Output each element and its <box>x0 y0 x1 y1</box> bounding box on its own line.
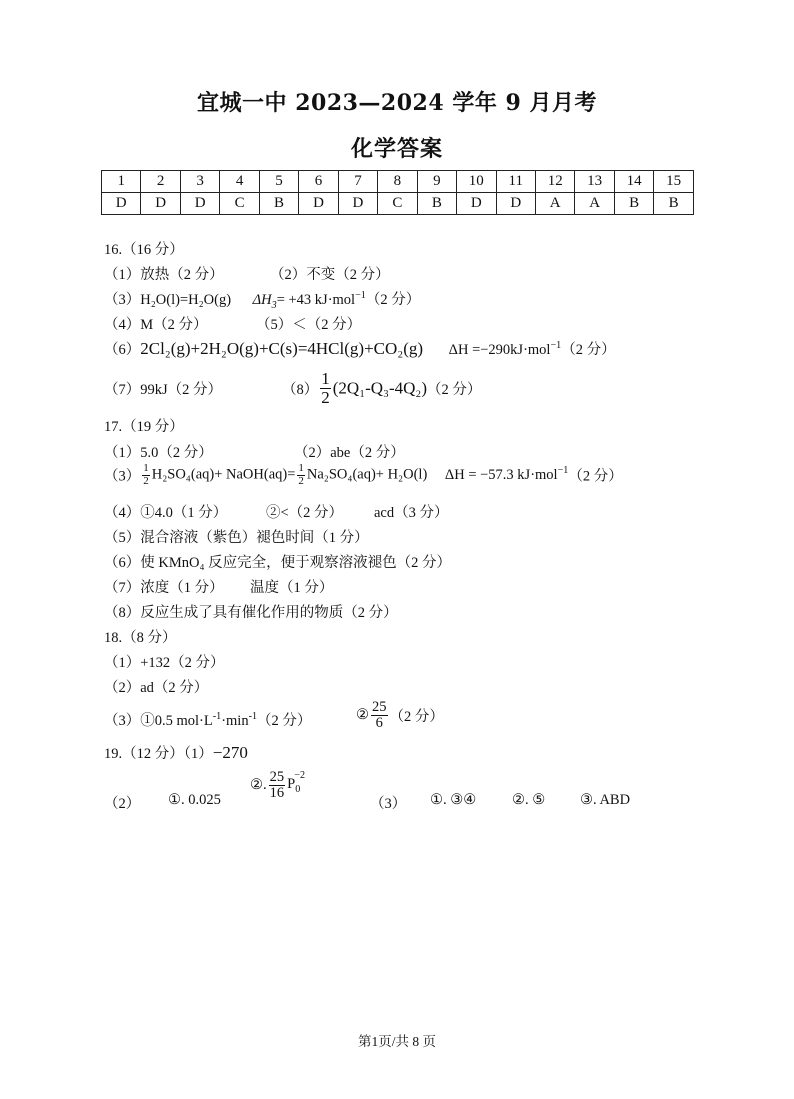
q17-part-3-enthalpy: ΔH = −57.3 kJ·mol$^{-1}$ <box>444 465 569 484</box>
answer-cell: B <box>417 193 456 215</box>
answer-cell: C <box>220 193 259 215</box>
question-number-cell: 15 <box>654 171 694 193</box>
question-number-cell: 13 <box>575 171 614 193</box>
q19-part-2b: ②. $\frac{25}{16}$ $P_0^{-2}$ <box>250 769 306 802</box>
q19-part-3b: ②. ⑤ <box>512 792 546 808</box>
q17-part-4b: ②<（2 分） <box>266 505 344 521</box>
q16-part-3-equation: H₂O(l)=H₂O(g) <box>140 292 232 308</box>
q17-part-1: （1）5.0（2 分） <box>104 445 213 461</box>
answer-cell: D <box>141 193 180 215</box>
q17-part-4a: （4）①4.0（1 分） <box>104 505 228 521</box>
question-number-cell: 7 <box>338 171 377 193</box>
question-number-cell: 8 <box>378 171 417 193</box>
q17-part-6: （6）使 KMnO₄ 反应完全，便于观察溶液褪色（2 分） <box>104 555 452 571</box>
q19-line-1 <box>104 742 248 763</box>
q19-part-3-label: （3） <box>370 796 407 812</box>
q18-part-3b-fraction: $\frac{25}{6}$ <box>372 699 387 732</box>
answer-table-answer-row <box>102 193 694 215</box>
q18-part-3b: ② $\frac{25}{6}$ （2 分） <box>356 699 444 732</box>
question-number-cell: 11 <box>496 171 535 193</box>
answer-cell: D <box>102 193 141 215</box>
q17-part-3-fraction-1: $\frac{1}{2}$ <box>143 462 149 487</box>
q19-header: 19.（12 分）（1） <box>104 746 213 762</box>
q18-header: 18.（8 分） <box>104 630 177 646</box>
q17-part-3-score: （2 分） <box>568 468 623 485</box>
page-footer: 第1页/共 8 页 <box>357 1034 436 1049</box>
q16-part-6-enthalpy: ΔH =−290kJ·mol$^{-1}$ <box>448 340 562 358</box>
q19-part-3a: ①. ③④ <box>430 792 477 808</box>
question-number-cell: 2 <box>141 171 180 193</box>
q18-part-2: （2）ad（2 分） <box>104 680 209 696</box>
answer-table <box>101 170 694 215</box>
q16-part-6-label: （6） <box>104 342 141 358</box>
q16-part-4: （4）M（2 分） <box>104 317 208 333</box>
question-number-cell: 10 <box>457 171 496 193</box>
q17-part-3-fraction-2: $\frac{1}{2}$ <box>298 462 304 487</box>
q16-part-3-enthalpy: $\Delta H_3= +43$ kJ·mol$^{-1}$ <box>252 290 366 311</box>
question-number-cell: 4 <box>220 171 259 193</box>
answer-cell: A <box>575 193 614 215</box>
q19-part-1-value: −270 <box>212 743 248 762</box>
q19-part-2a: ①. 0.025 <box>168 792 221 808</box>
q16-part-2: （2）不变（2 分） <box>270 267 390 283</box>
q17-part-5: （5）混合溶液（紫色）褪色时间（1 分） <box>104 530 369 546</box>
q18-part-1: （1）+132（2 分） <box>104 655 225 671</box>
q16-line-3 <box>104 288 420 311</box>
page-title: 宜城一中 2023—2024 学年 9 月月考 <box>197 90 597 116</box>
answer-cell: C <box>378 193 417 215</box>
answer-cell: D <box>299 193 338 215</box>
q17-part-4c: acd（3 分） <box>374 505 449 521</box>
q16-part-8-fraction: $\frac{1}{2}$ <box>321 369 330 407</box>
q17-line-3: （3） $\frac{1}{2}$ H₂SO₄(aq)+ NaOH(aq)= $\frac{1}{2}$ Na₂SO₄(aq)+ H₂O(l) ΔH = −57.3 kJ·mol$^{-1}$（2 分） <box>104 462 623 487</box>
q16-part-3-score: （2 分） <box>365 292 421 308</box>
q17-part-8: （8）反应生成了具有催化作用的物质（2 分） <box>104 605 398 621</box>
answer-cell: B <box>614 193 653 215</box>
q17-header: 17.（19 分） <box>104 419 184 435</box>
question-number-cell: 5 <box>259 171 298 193</box>
page-subtitle: 化学答案 <box>350 136 443 162</box>
q16-header: 16.（16 分） <box>104 242 184 258</box>
q17-part-7a: （7）浓度（1 分） <box>104 580 224 596</box>
question-number-cell: 3 <box>180 171 219 193</box>
q18-part-3a: （3）①0.5 $mol\cdot L^{-1}\cdot\min^{-1}(2$ 分） <box>104 711 312 729</box>
q19-part-2b-fraction: $\frac{25}{16}$ <box>269 769 285 802</box>
q17-part-2: （2）abe（2 分） <box>294 445 405 461</box>
answer-cell: D <box>338 193 377 215</box>
q16-part-6-equation: 2Cl₂(g)+2H₂O(g)+C(s)=4HCl(g)+CO₂(g) <box>140 339 424 358</box>
answer-cell: B <box>654 193 694 215</box>
question-number-cell: 14 <box>614 171 653 193</box>
answer-table-number-row <box>102 171 694 193</box>
question-number-cell: 9 <box>417 171 456 193</box>
answer-cell: B <box>259 193 298 215</box>
answer-cell: D <box>457 193 496 215</box>
q17-part-3-reactants: H₂SO₄(aq)+ NaOH(aq)= <box>151 466 296 483</box>
q17-part-3-products: Na₂SO₄(aq)+ H₂O(l) <box>306 466 428 483</box>
q16-part-5: （5）＜（2 分） <box>256 317 362 333</box>
question-number-cell: 12 <box>535 171 574 193</box>
q16-part-1: （1）放热（2 分） <box>104 267 224 283</box>
answer-cell: D <box>496 193 535 215</box>
q19-part-2-label: （2） <box>104 796 141 812</box>
answer-cell: D <box>180 193 219 215</box>
question-number-cell: 1 <box>102 171 141 193</box>
q17-part-7b: 温度（1 分） <box>250 580 334 596</box>
question-number-cell: 6 <box>299 171 338 193</box>
answer-cell: A <box>535 193 574 215</box>
q16-part-8: （8） $\frac{1}{2}$ (2Q₁-Q₃-4Q₂)（2 分） <box>282 369 482 407</box>
q16-line-6 <box>104 338 616 359</box>
q16-part-3-label: （3） <box>104 292 141 308</box>
q16-part-6-score: （2 分） <box>561 342 616 358</box>
q16-part-7: （7）99kJ（2 分） <box>104 382 223 398</box>
q19-part-3c: ③. ABD <box>580 792 631 808</box>
